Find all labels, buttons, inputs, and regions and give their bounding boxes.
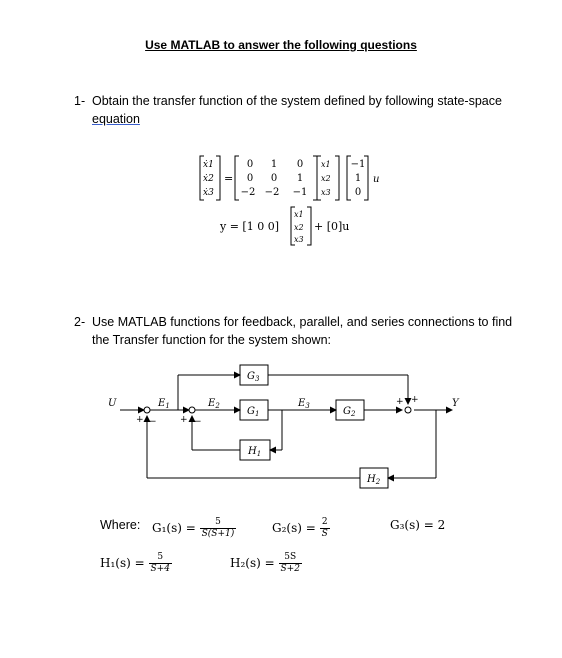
svg-text:G3 [247, 371, 260, 383]
block-g2-label: G [343, 406, 351, 417]
block-g3-label: G [247, 371, 255, 382]
h1-numerator: 5 [149, 552, 172, 564]
label-e1: E [158, 398, 166, 409]
a-31: −2 [240, 187, 256, 198]
x-1: x1 [321, 160, 331, 169]
label-e2: E [208, 398, 216, 409]
a-32: −2 [264, 187, 280, 198]
g1-lhs: G₁(s) = [152, 521, 196, 535]
question-1 [74, 92, 534, 132]
output-lhs: y = [1 0 0] [220, 220, 279, 233]
xdot-2: ẋ2 [203, 174, 214, 184]
page-heading [0, 38, 562, 52]
equals-sign: = [224, 172, 234, 185]
block-h2-sub: 2 [375, 478, 381, 486]
a-23: 1 [296, 173, 304, 184]
g1-denominator: S(S+1) [201, 529, 235, 539]
g3-definition: G₃(s) = 2 [390, 518, 446, 532]
state-equation [190, 152, 390, 204]
block-h1-sub: 1 [256, 450, 262, 458]
h2-numerator: 5S [279, 552, 302, 564]
label-e3-sub: 3 [305, 402, 310, 410]
label-e3: E [298, 398, 306, 409]
g2-lhs: G₂(s) = [272, 521, 316, 535]
heading-text: Use MATLAB to answer the following questions [145, 38, 417, 52]
question-1-line1: Obtain the transfer function of the system defined by following state-space [92, 94, 502, 108]
a-22: 0 [270, 173, 278, 184]
question-2-number: 2- [74, 315, 86, 329]
svg-text:E3 [297, 398, 310, 410]
svg-text:E1 [157, 398, 170, 410]
question-2 [74, 313, 544, 353]
output-x-1: x1 [294, 210, 304, 219]
a-33: −1 [292, 187, 308, 198]
g2-definition [272, 517, 330, 540]
block-g1-sub: 1 [255, 410, 260, 418]
g1-definition [152, 517, 236, 540]
sum2-minus: − [194, 417, 202, 427]
output-equation [218, 204, 358, 248]
b-2: 1 [354, 173, 362, 184]
h1-denominator: S+4 [150, 564, 170, 574]
question-1-line2: equation [92, 112, 140, 126]
where-label: Where: [100, 518, 141, 532]
block-diagram [100, 360, 480, 500]
a-13: 0 [296, 159, 304, 170]
h2-lhs: H₂(s) = [230, 556, 275, 570]
sum3-plus-left: + [396, 397, 404, 407]
x-3: x3 [321, 188, 331, 197]
svg-text:E2 [207, 398, 220, 410]
question-2-line2: the Transfer function for the system shown: [92, 333, 332, 347]
g2-numerator: 2 [320, 517, 330, 529]
h1-definition [100, 552, 172, 575]
sum3-plus-top: + [411, 395, 419, 405]
svg-text:G1 [247, 406, 259, 418]
svg-text:G2 [343, 406, 356, 418]
h2-denominator: S+2 [280, 564, 300, 574]
h1-lhs: H₁(s) = [100, 556, 145, 570]
h2-definition [230, 552, 302, 575]
label-u: U [108, 398, 117, 409]
svg-text:H2 [366, 474, 381, 486]
label-e2-sub: 2 [215, 402, 220, 410]
output-rhs: + [0]u [314, 220, 350, 233]
question-2-line1: Use MATLAB functions for feedback, parallel, and series connections to find [92, 315, 513, 329]
input-u: u [373, 174, 380, 185]
sum2-plus: + [180, 415, 188, 425]
b-3: 0 [354, 187, 362, 198]
label-y: Y [452, 398, 459, 409]
xdot-1: ẋ1 [203, 160, 214, 170]
g1-numerator: 5 [200, 517, 237, 529]
transfer-definitions [100, 514, 520, 604]
svg-text:H1 [247, 446, 261, 458]
x-2: x2 [321, 174, 331, 183]
b-1: −1 [350, 159, 366, 170]
block-h1-label: H [248, 446, 257, 457]
output-x-2: x2 [294, 223, 304, 232]
label-e1-sub: 1 [165, 402, 170, 410]
sum1-plus: + [136, 415, 144, 425]
a-12: 1 [270, 159, 278, 170]
output-x-3: x3 [294, 235, 304, 244]
block-g2-sub: 2 [351, 410, 356, 418]
g2-denominator: S [321, 529, 328, 539]
a-11: 0 [246, 159, 254, 170]
a-21: 0 [246, 173, 254, 184]
block-g3-sub: 3 [255, 375, 260, 383]
sum1-minus: − [149, 417, 157, 427]
xdot-3: ẋ3 [203, 188, 214, 198]
block-h2-label: H [367, 474, 376, 485]
block-g1-label: G [247, 406, 255, 417]
question-1-number: 1- [74, 94, 86, 108]
